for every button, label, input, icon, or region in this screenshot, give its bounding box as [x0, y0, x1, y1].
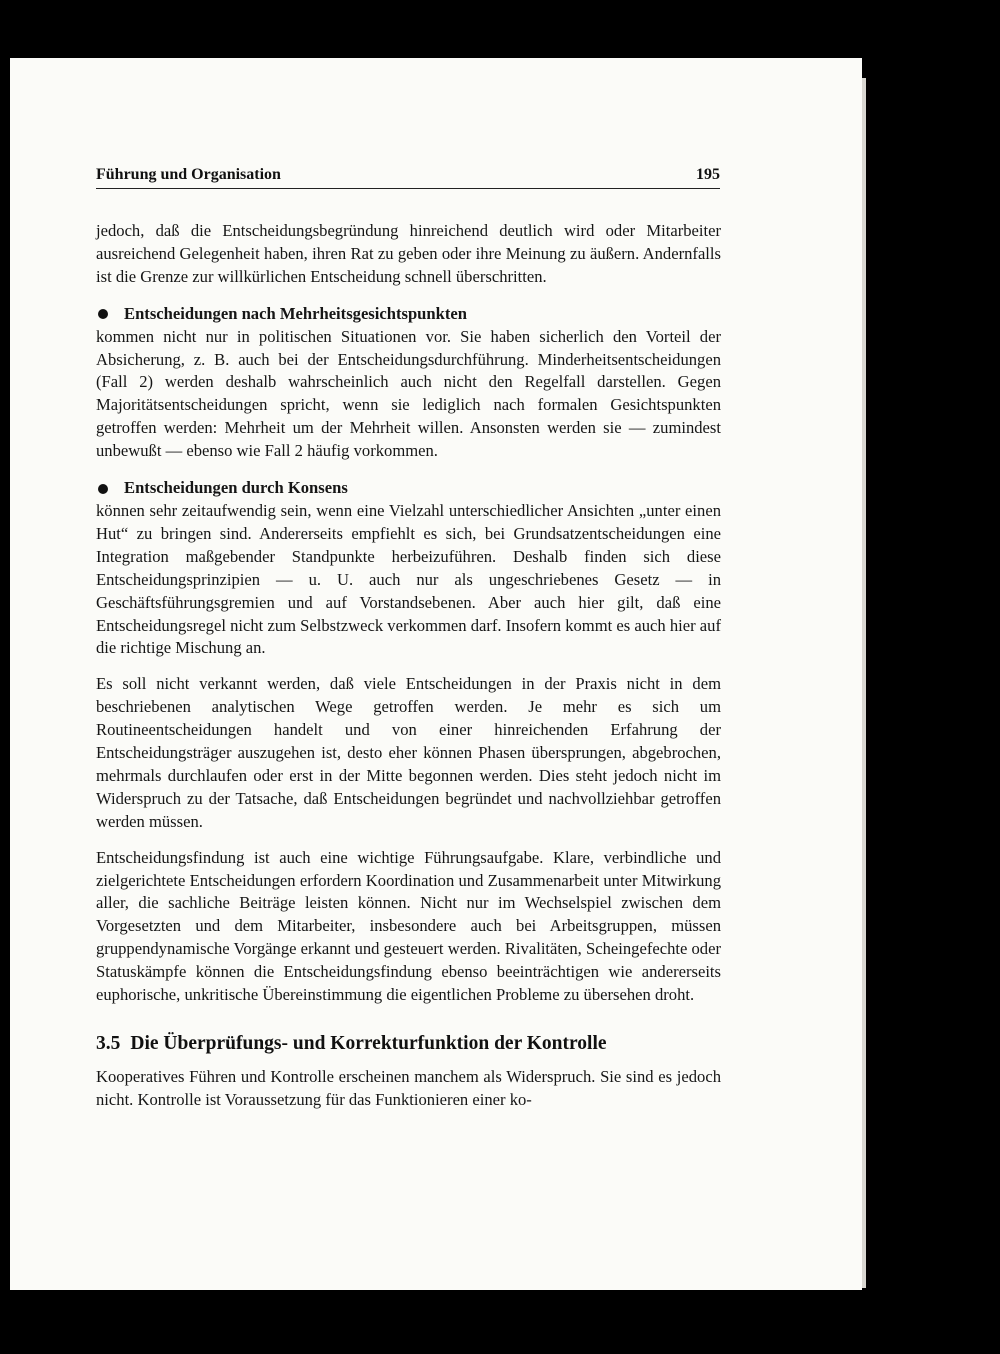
paragraph-intro: jedoch, daß die Entscheidungsbegründung hinreichend deutlich wird oder Mitarbeiter ausreichend Gelegenheit haben, ihren Rat zu geben oder ihre Meinung zu äußern. Andernfalls ist die Grenze zur willkürlichen Entscheidung schnell überschritten.	[96, 221, 721, 286]
section-number: 3.5	[96, 1033, 121, 1054]
page-edge	[862, 78, 866, 1288]
bullet-paragraph-mehrheit: kommen nicht nur in politischen Situationen vor. Sie haben sicherlich den Vorteil der Absicherung, z. B. auch bei der Entscheidungsdurchführung. Minderheitsentscheidungen (Fall 2) werden deshalb wahrscheinlich auch nicht den Regelfall darstellen. Gegen Majoritätsentscheidungen spricht, wenn sie lediglich nach formalen Gesichtspunkten getroffen werden: Mehrheit um der Mehrheit willen. Ansonsten werden sie — zumindest unbewußt — ebenso wie Fall 2 häufig vorkommen.	[96, 326, 721, 461]
section-heading	[96, 1033, 721, 1056]
paragraph-praxis: Es soll nicht verkannt werden, daß viele Entscheidungen in der Praxis nicht in dem beschriebenen analytischen Wege getroffen werden. Je mehr es sich um Routineentscheidungen handelt und von einer hinreichenden Erfahrung der Entscheidungsträger auszugehen ist, desto eher können Phasen übersprungen, abgebrochen, mehrmals durchlaufen oder erst in der Mitte begonnen werden. Dies steht jedoch nicht im Widerspruch zu der Tatsache, daß Entscheidungen begründet und nachvollziehbar getroffen werden müssen.	[96, 674, 721, 831]
page-body	[96, 220, 721, 1112]
bullet-heading-konsens	[96, 477, 721, 500]
section-title-text: Die Überprüfungs- und Korrekturfunktion der Kontrolle	[130, 1033, 607, 1054]
page-number: 195	[696, 166, 720, 183]
running-header	[96, 166, 720, 189]
bullet-icon	[98, 484, 108, 494]
section-paragraph: Kooperatives Führen und Kontrolle erscheinen manchem als Widerspruch. Sie sind es jedoch nicht. Kontrolle ist Voraussetzung für das Funktionieren einer ko-	[96, 1066, 721, 1109]
bullet-heading-mehrheit	[96, 303, 721, 326]
bullet-paragraph-konsens: können sehr zeitaufwendig sein, wenn eine Vielzahl unterschiedlicher Ansichten „unter einen Hut“ zu bringen sind. Andererseits empfiehlt es sich, bei Grundsatzentscheidungen eine Integration maßgebender Standpunkte herbeizuführen. Deshalb finden sich diese Entscheidungsprinzipien — u. U. auch nur als ungeschriebenes Gesetz — in Geschäftsführungsgremien und auf Vorstandsebenen. Aber auch hier gilt, daß eine Entscheidungsregel nicht zum Selbstzweck verkommen darf. Insofern kommt es auch hier auf die richtige Mischung an.	[96, 500, 721, 658]
bullet-heading-text: Entscheidungen durch Konsens	[124, 478, 348, 498]
bullet-heading-text: Entscheidungen nach Mehrheitsgesichtspunkten	[124, 303, 467, 323]
paragraph-fuehrungsaufgabe: Entscheidungsfindung ist auch eine wichtige Führungsaufgabe. Klare, verbindliche und zielgerichtete Entscheidungen erfordern Koordination und Zusammenarbeit unter Mitwirkung aller, die sachliche Beiträge leisten können. Nicht nur im Wechselspiel zwischen dem Vorgesetzten und dem Mitarbeiter, insbesondere auch bei Arbeitsgruppen, müssen gruppendynamische Vorgänge erkannt und gesteuert werden. Rivalitäten, Scheingefechte oder Statuskämpfe können die Entscheidungsfindung ebenso beeinträchtigen wie andererseits euphorische, unkritische Übereinstimmung die eigentlichen Probleme zu übersehen droht.	[96, 847, 721, 1005]
header-title: Führung und Organisation	[96, 166, 281, 183]
bullet-icon	[98, 309, 108, 319]
